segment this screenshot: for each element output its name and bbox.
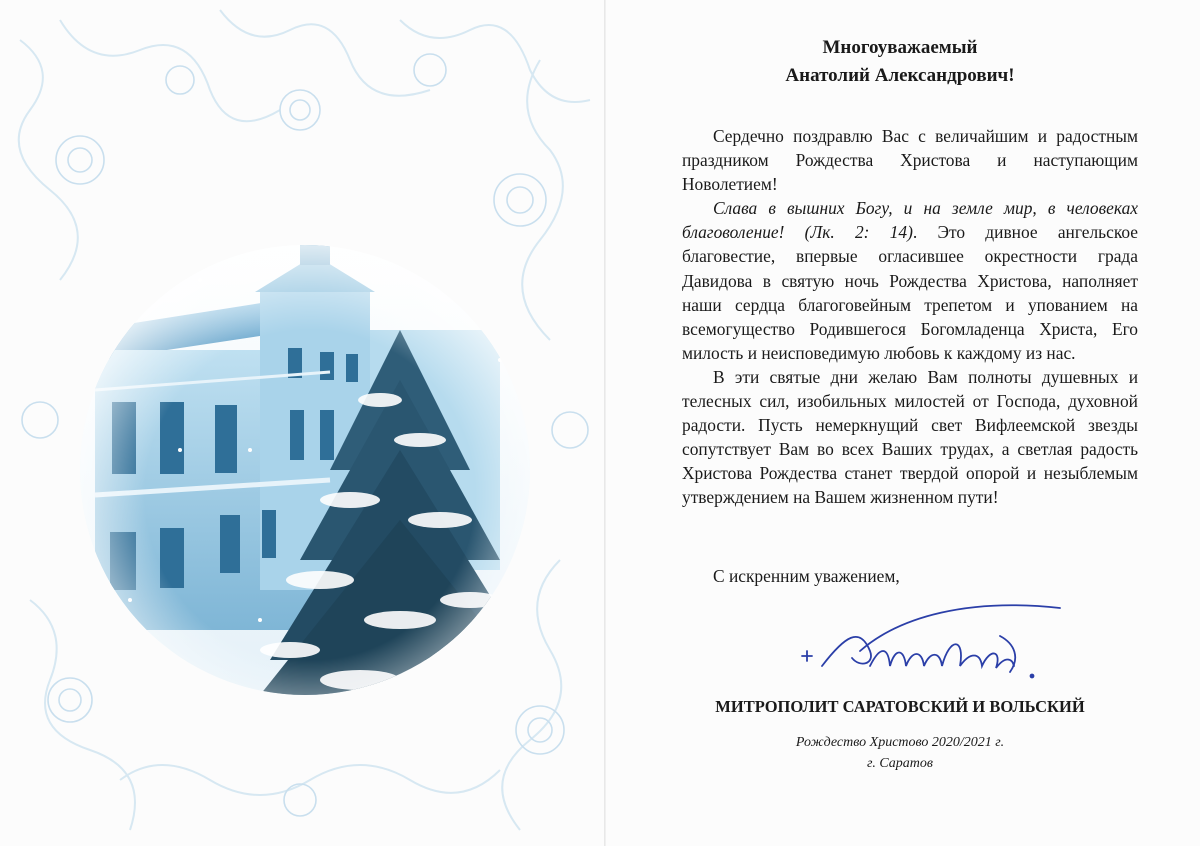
letter-date: Рождество Христово 2020/2021 г. bbox=[795, 735, 1005, 750]
greeting-heading bbox=[660, 34, 1140, 90]
scripture-quote: Слава в вышних Богу, и на земле мир, в человеках благоволение! (Лк. 2: 14) bbox=[682, 198, 1138, 243]
signature bbox=[800, 596, 1100, 686]
paragraph-3: В эти святые дни желаю Вам полноты душевных и телесных сил, изобильных милостей от Господа, духовной радости. Пусть немеркнущий свет Вифлеемской звезды сопутствует Вам во всех Ваших трудах, а светлая радость Христова Рождества станет твердой опорой и незыблемым утверждением на Вашем жизненном пути! bbox=[682, 366, 1138, 508]
closing-phrase: С искренним уважением, bbox=[713, 566, 900, 586]
signature-icon bbox=[800, 596, 1100, 686]
paragraph-2-text: . Это дивное ангельское благовестие, впервые огласившее окрестности града Давидова в святую ночь Рождества Христова, наполняет наши сердца благоговейным трепетом и упованием на всемогущество Родившегося Богомладенца Христа, Его милость и неисповедимую любовь к каждому из нас. bbox=[682, 222, 1139, 363]
letter-place: г. Саратов bbox=[867, 756, 933, 771]
paragraph-1: Сердечно поздравлю Вас с величайшим и радостным праздником Рождества Христова и наступающим Новолетием! bbox=[682, 126, 1138, 195]
letter-panel bbox=[660, 0, 1140, 846]
paragraph-2 bbox=[682, 196, 1138, 365]
greeting-line-1: Многоуважаемый bbox=[822, 37, 978, 58]
signatory-title: МИТРОПОЛИТ САРАТОВСКИЙ И ВОЛЬСКИЙ bbox=[715, 697, 1085, 716]
date-place bbox=[660, 732, 1140, 774]
card-fold bbox=[604, 0, 606, 846]
greeting-line-2: Анатолий Александрович! bbox=[785, 65, 1015, 86]
letter-body bbox=[682, 124, 1138, 510]
